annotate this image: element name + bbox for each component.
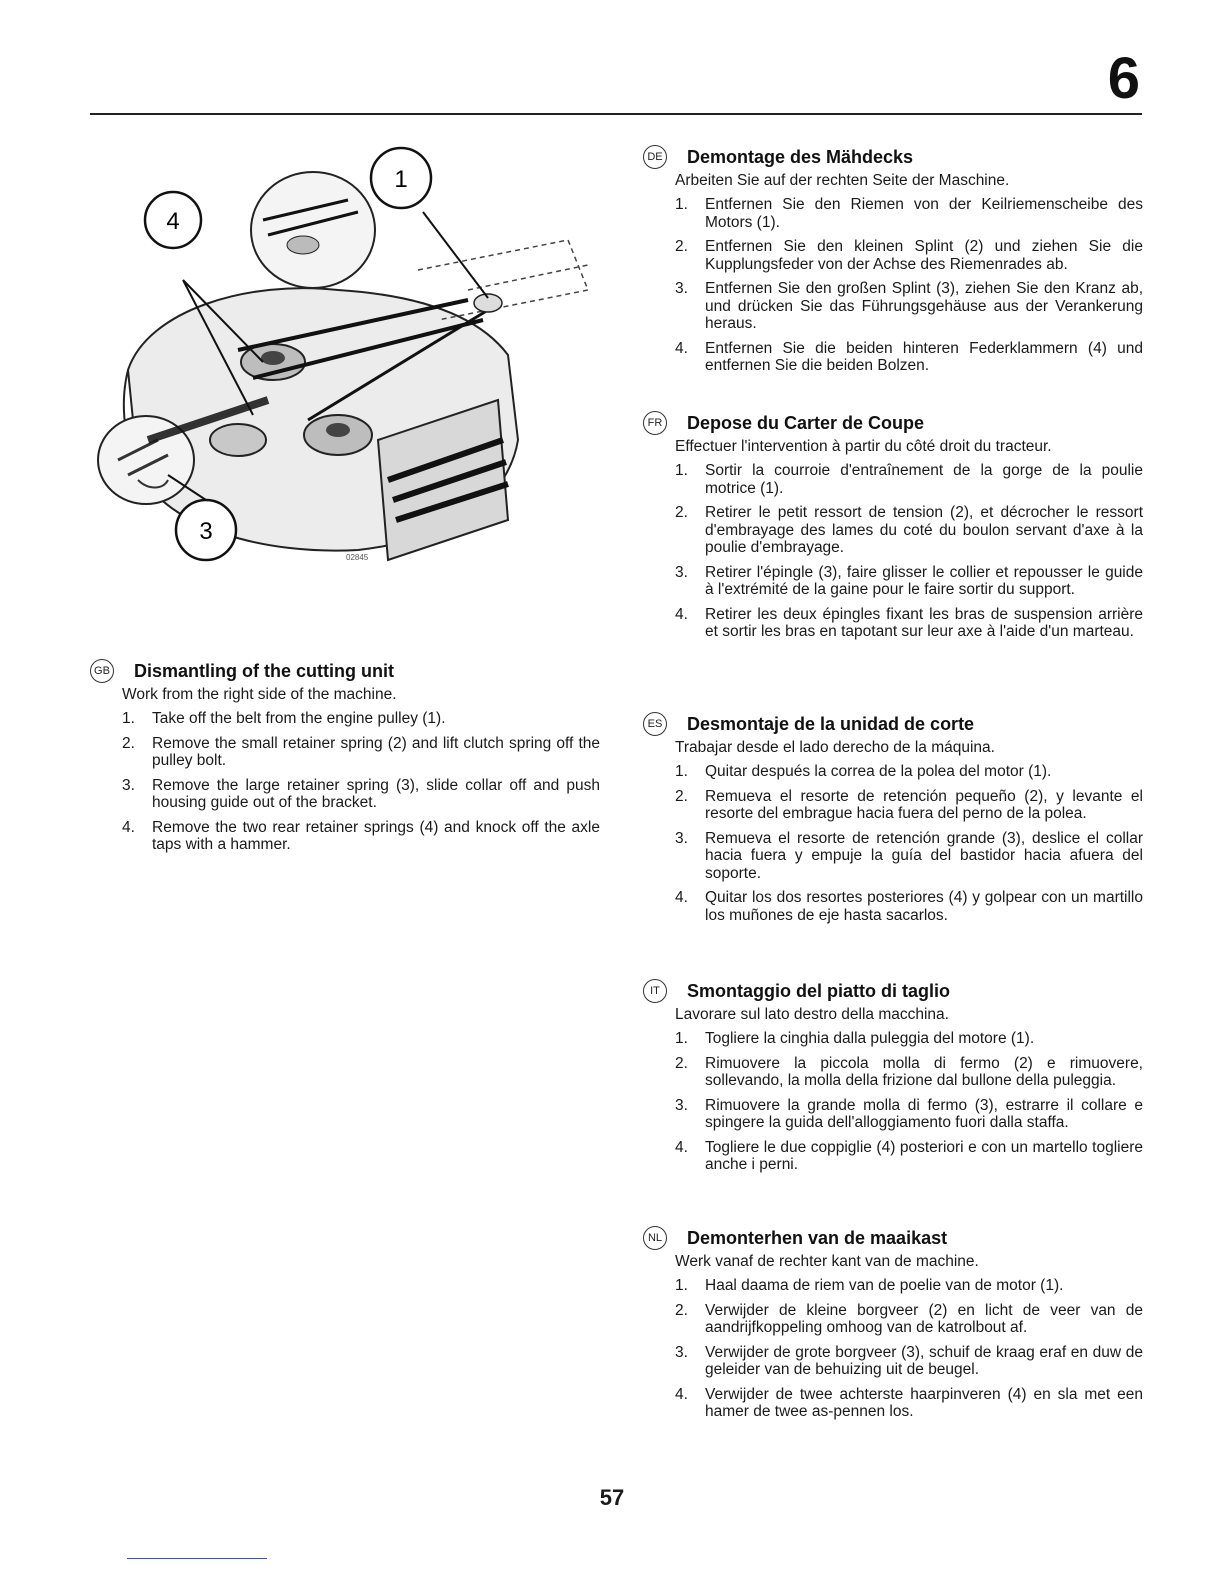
step-item: 2. Remueva el resorte de retención pequeño (2), y levante el resorte del embrague hacia fuera del perno de la polea. (675, 787, 1143, 822)
step-item: 4. Verwijder de twee achterste haarpinveren (4) en sla met een hamer de twee as-pennen los. (675, 1385, 1143, 1420)
chapter-number: 6 (1107, 46, 1140, 111)
footer-line (127, 1558, 267, 1559)
steps-list (675, 763, 1143, 924)
section-title: Depose du Carter de Coupe (687, 412, 925, 433)
step-item: 4. Entfernen Sie die beiden hinteren Federklammern (4) und entfernen Sie die beiden Bolzen. (675, 339, 1143, 374)
step-item: 3. Rimuovere la grande molla di fermo (3), estrarre il collare e spingere la guida dell'alloggiamento fuori dalla staffa. (675, 1096, 1143, 1131)
callout-4-label: 4 (166, 208, 180, 235)
section-title: Smontaggio del piatto di taglio (687, 980, 950, 1001)
section-title: Demontage des Mähdecks (687, 146, 914, 167)
step-item: 4. Togliere le due coppiglie (4) posteriori e con un martello togliere anche i perni. (675, 1138, 1143, 1173)
steps-list (675, 462, 1143, 641)
section-nl (643, 1225, 1143, 1428)
step-item: 3. Remueva el resorte de retención grande (3), deslice el collar hacia fuera y empuje la guía del bastidor hacia afuera del soporte. (675, 829, 1143, 882)
step-item: 2. Rimuovere la piccola molla di fermo (2) e rimuovere, sollevando, la molla della frizione dal bullone della puleggia. (675, 1054, 1143, 1089)
step-item: 2. Entfernen Sie den kleinen Splint (2) und ziehen Sie die Kupplungsfeder von der Achse des Riemenrades ab. (675, 238, 1143, 273)
lang-badge-gb: GB (90, 659, 114, 683)
section-gb (90, 658, 600, 861)
section-intro: Effectuer l'intervention à partir du côté droit du tracteur. (675, 438, 1052, 455)
step-item: 1. Haal daama de riem van de poelie van de motor (1). (675, 1277, 1064, 1294)
steps-list (675, 1030, 1143, 1174)
section-intro: Arbeiten Sie auf der rechten Seite der Maschine. (675, 172, 1010, 189)
section-title: Desmontaje de la unidad de corte (687, 713, 975, 734)
step-item: 2. Retirer le petit ressort de tension (2), et décrocher le ressort d'embrayage des lames du coté du boulon servant d'axe à la poulie d'embrayage. (675, 504, 1143, 556)
page-number: 57 (599, 1485, 625, 1510)
lang-badge-fr: FR (643, 411, 667, 435)
lang-badge-es: ES (643, 712, 667, 736)
header-rule (90, 113, 1142, 115)
steps-list (675, 196, 1143, 375)
lang-badge-nl: NL (643, 1226, 667, 1250)
step-item: 3. Verwijder de grote borgveer (3), schuif de kraag eraf en duw de geleider van de behuizing uit de beugel. (675, 1343, 1143, 1378)
mower-deck-drawing (88, 140, 600, 620)
step-item: 1. Entfernen Sie den Riemen von der Keilriemenscheibe des Motors (1). (675, 196, 1143, 231)
section-title: Dismantling of the cutting unit (134, 660, 394, 681)
section-intro: Lavorare sul lato destro della macchina. (675, 1006, 949, 1023)
steps-list (122, 710, 600, 854)
figure-code: 02845 (346, 553, 369, 562)
step-item: 1. Sortir la courroie d'entraînement de la gorge de la poulie motrice (1). (675, 462, 1143, 497)
section-title: Demonterhen van de maaikast (687, 1227, 948, 1248)
section-it (643, 978, 1143, 1181)
step-item: 4. Retirer les deux épingles fixant les bras de suspension arrière et sortir les bras en tapotant sur leur axe à l'aide d'un marteau. (675, 605, 1143, 640)
steps-list (675, 1277, 1143, 1421)
step-item: 2. Remove the small retainer spring (2) and lift clutch spring off the pulley bolt. (122, 734, 600, 769)
section-intro: Trabajar desde el lado derecho de la máquina. (675, 739, 995, 756)
mower-deck-illustration (88, 140, 600, 620)
section-de (643, 144, 1143, 382)
step-item: 4. Remove the two rear retainer springs (4) and knock off the axle taps with a hammer. (122, 818, 600, 853)
section-es (643, 711, 1143, 931)
step-item: 1. Take off the belt from the engine pulley (1). (122, 710, 446, 727)
callout-3-label: 3 (199, 518, 213, 545)
step-item: 1. Quitar después la correa de la polea del motor (1). (675, 763, 1052, 780)
step-item: 3. Entfernen Sie den großen Splint (3), ziehen Sie den Kranz ab, und drücken Sie das Führungsgehäuse aus der Verankerung heraus. (675, 280, 1143, 332)
lang-badge-it: IT (643, 979, 667, 1003)
step-item: 1. Togliere la cinghia dalla puleggia del motore (1). (675, 1030, 1035, 1047)
section-fr (643, 410, 1143, 648)
step-item: 3. Remove the large retainer spring (3), slide collar off and push housing guide out of the bracket. (122, 776, 600, 811)
step-item: 3. Retirer l'épingle (3), faire glisser le collier et repousser le guide à l'extrémité de la gaine pour le faire sortir du support. (675, 563, 1143, 598)
step-item: 4. Quitar los dos resortes posteriores (4) y golpear con un martillo los muñones de eje hasta sacarlos. (675, 889, 1143, 924)
step-item: 2. Verwijder de kleine borgveer (2) en licht de veer van de aandrijfkoppeling omhoog van de katrolbout af. (675, 1301, 1143, 1336)
section-intro: Werk vanaf de rechter kant van de machine. (675, 1253, 979, 1270)
section-intro: Work from the right side of the machine. (122, 686, 397, 703)
callout-1-label: 1 (394, 166, 408, 193)
lang-badge-de: DE (643, 145, 667, 169)
